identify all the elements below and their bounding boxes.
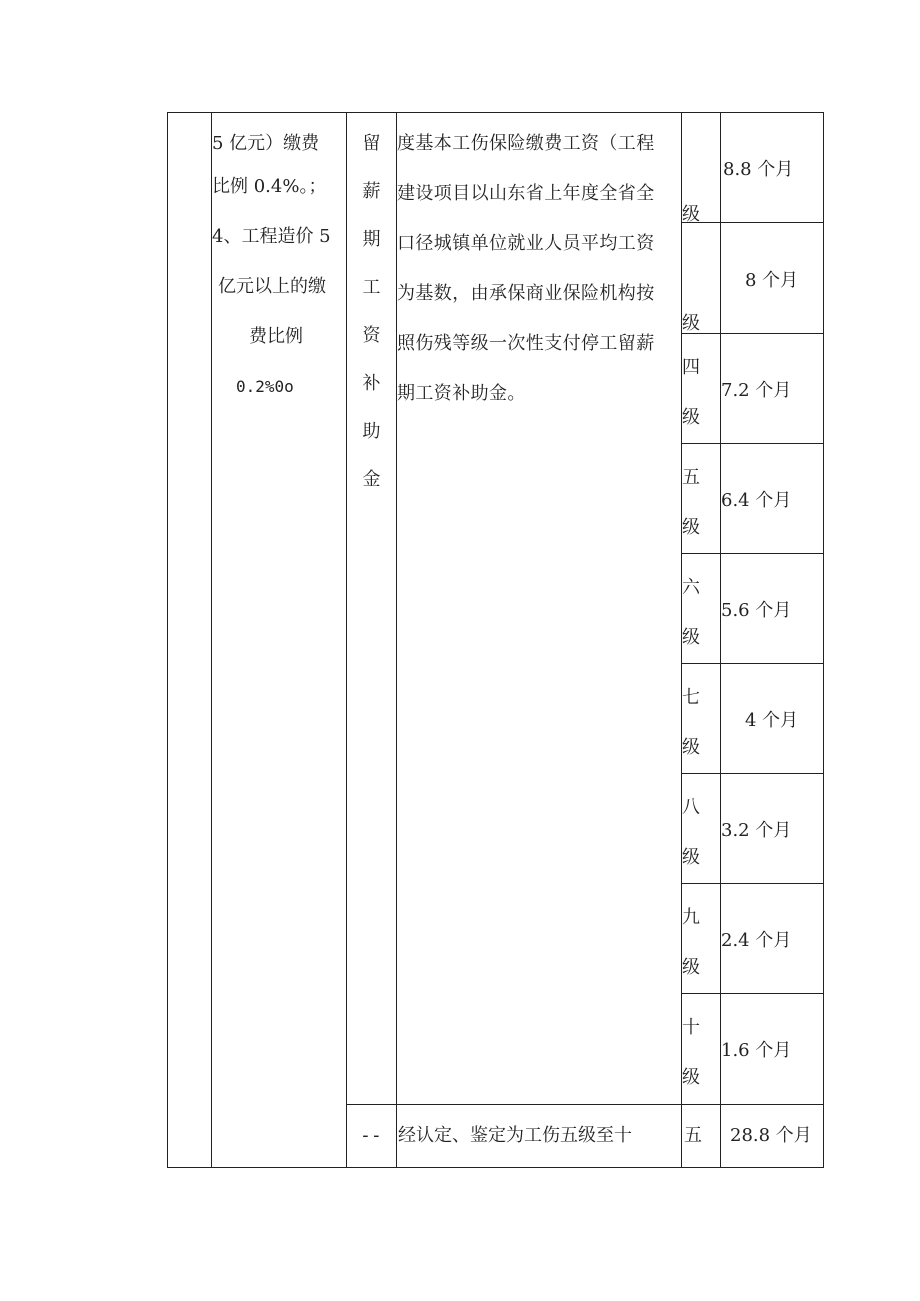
text-line: 亿元以上的缴 — [218, 276, 326, 297]
grade-bottom: 级 — [682, 517, 700, 538]
grade-cell-row-1 — [682, 112, 720, 225]
last-row-description: 经认定、鉴定为工伤五级至十 — [398, 1125, 632, 1146]
item-char: 薪 — [362, 181, 381, 202]
grade-top: 四 — [682, 357, 700, 378]
table-border-left — [167, 112, 168, 1168]
months-cell-row-8: 2.4 个月 — [721, 930, 792, 951]
grade-top: 六 — [682, 577, 700, 598]
grade-cell-row-3 — [682, 333, 720, 443]
text-line: 5 亿元）缴费 — [212, 133, 320, 154]
last-row-months: 28.8 个月 — [730, 1125, 812, 1146]
text-line: 4、工程造价 5 — [212, 226, 331, 247]
item-char: 助 — [362, 421, 381, 442]
grade-cell-row-5 — [682, 553, 720, 663]
text-line: 度基本工伤保险缴费工资（工程 — [397, 133, 655, 154]
text-line: 口径城镇单位就业人员平均工资 — [397, 233, 655, 254]
grade-cell-row-6 — [682, 663, 720, 773]
grade-bottom: 级 — [682, 1067, 700, 1088]
text-line: 比例 0.4%。； — [212, 176, 327, 197]
row-divider-last — [346, 1104, 824, 1105]
text-line: 照伤残等级一次性支付停工留薪 — [397, 333, 655, 354]
text-line: 期工资补助金。 — [397, 383, 526, 404]
months-cell-row-5: 5.6 个月 — [721, 600, 792, 621]
grade-cell-row-2 — [682, 222, 720, 333]
grade-top: 八 — [682, 797, 700, 818]
last-row-grade: 五 — [684, 1125, 702, 1146]
months-cell-row-7: 3.2 个月 — [721, 820, 792, 841]
grade-bottom: 级 — [682, 627, 700, 648]
benefit-description — [397, 119, 681, 419]
item-char: 工 — [362, 277, 381, 298]
grade-cell-row-8 — [682, 883, 720, 993]
item-char: 期 — [362, 229, 381, 250]
grade-bottom: 级 — [682, 313, 700, 334]
grade-bottom: 级 — [682, 204, 700, 225]
months-cell-row-9: 1.6 个月 — [721, 1040, 792, 1061]
table-border-bottom — [167, 1167, 824, 1168]
months-cell-row-3: 7.2 个月 — [721, 380, 792, 401]
item-char: 金 — [362, 469, 381, 490]
grade-bottom: 级 — [682, 407, 700, 428]
grade-bottom: 级 — [682, 957, 700, 978]
text-line: 费比例 — [249, 326, 303, 347]
grade-cell-row-7 — [682, 773, 720, 883]
grade-top: 九 — [682, 907, 700, 928]
months-cell-row-1: 8.8 个月 — [723, 159, 794, 180]
months-cell-row-4: 6.4 个月 — [721, 490, 792, 511]
grade-bottom: 级 — [682, 737, 700, 758]
item-char: 资 — [362, 325, 381, 346]
grade-cell-row-9 — [682, 993, 720, 1104]
grade-top: 五 — [682, 467, 700, 488]
text-line: 为基数，由承保商业保险机构按 — [397, 283, 655, 304]
grade-top: 七 — [682, 687, 700, 708]
months-cell-row-6: 4 个月 — [745, 710, 799, 731]
payment-ratio-text — [212, 112, 346, 412]
last-row-item: -- — [360, 1125, 382, 1146]
text-line: 0.2%0o — [236, 377, 294, 396]
text-line: 建设项目以山东省上年度全省全 — [397, 183, 655, 204]
grade-bottom: 级 — [682, 847, 700, 868]
grade-cell-row-4 — [682, 443, 720, 553]
item-name-vertical — [347, 120, 396, 504]
months-cell-row-2: 8 个月 — [745, 270, 799, 291]
grade-top: 十 — [682, 1017, 700, 1038]
item-char: 留 — [362, 133, 381, 154]
item-char: 补 — [362, 373, 381, 394]
